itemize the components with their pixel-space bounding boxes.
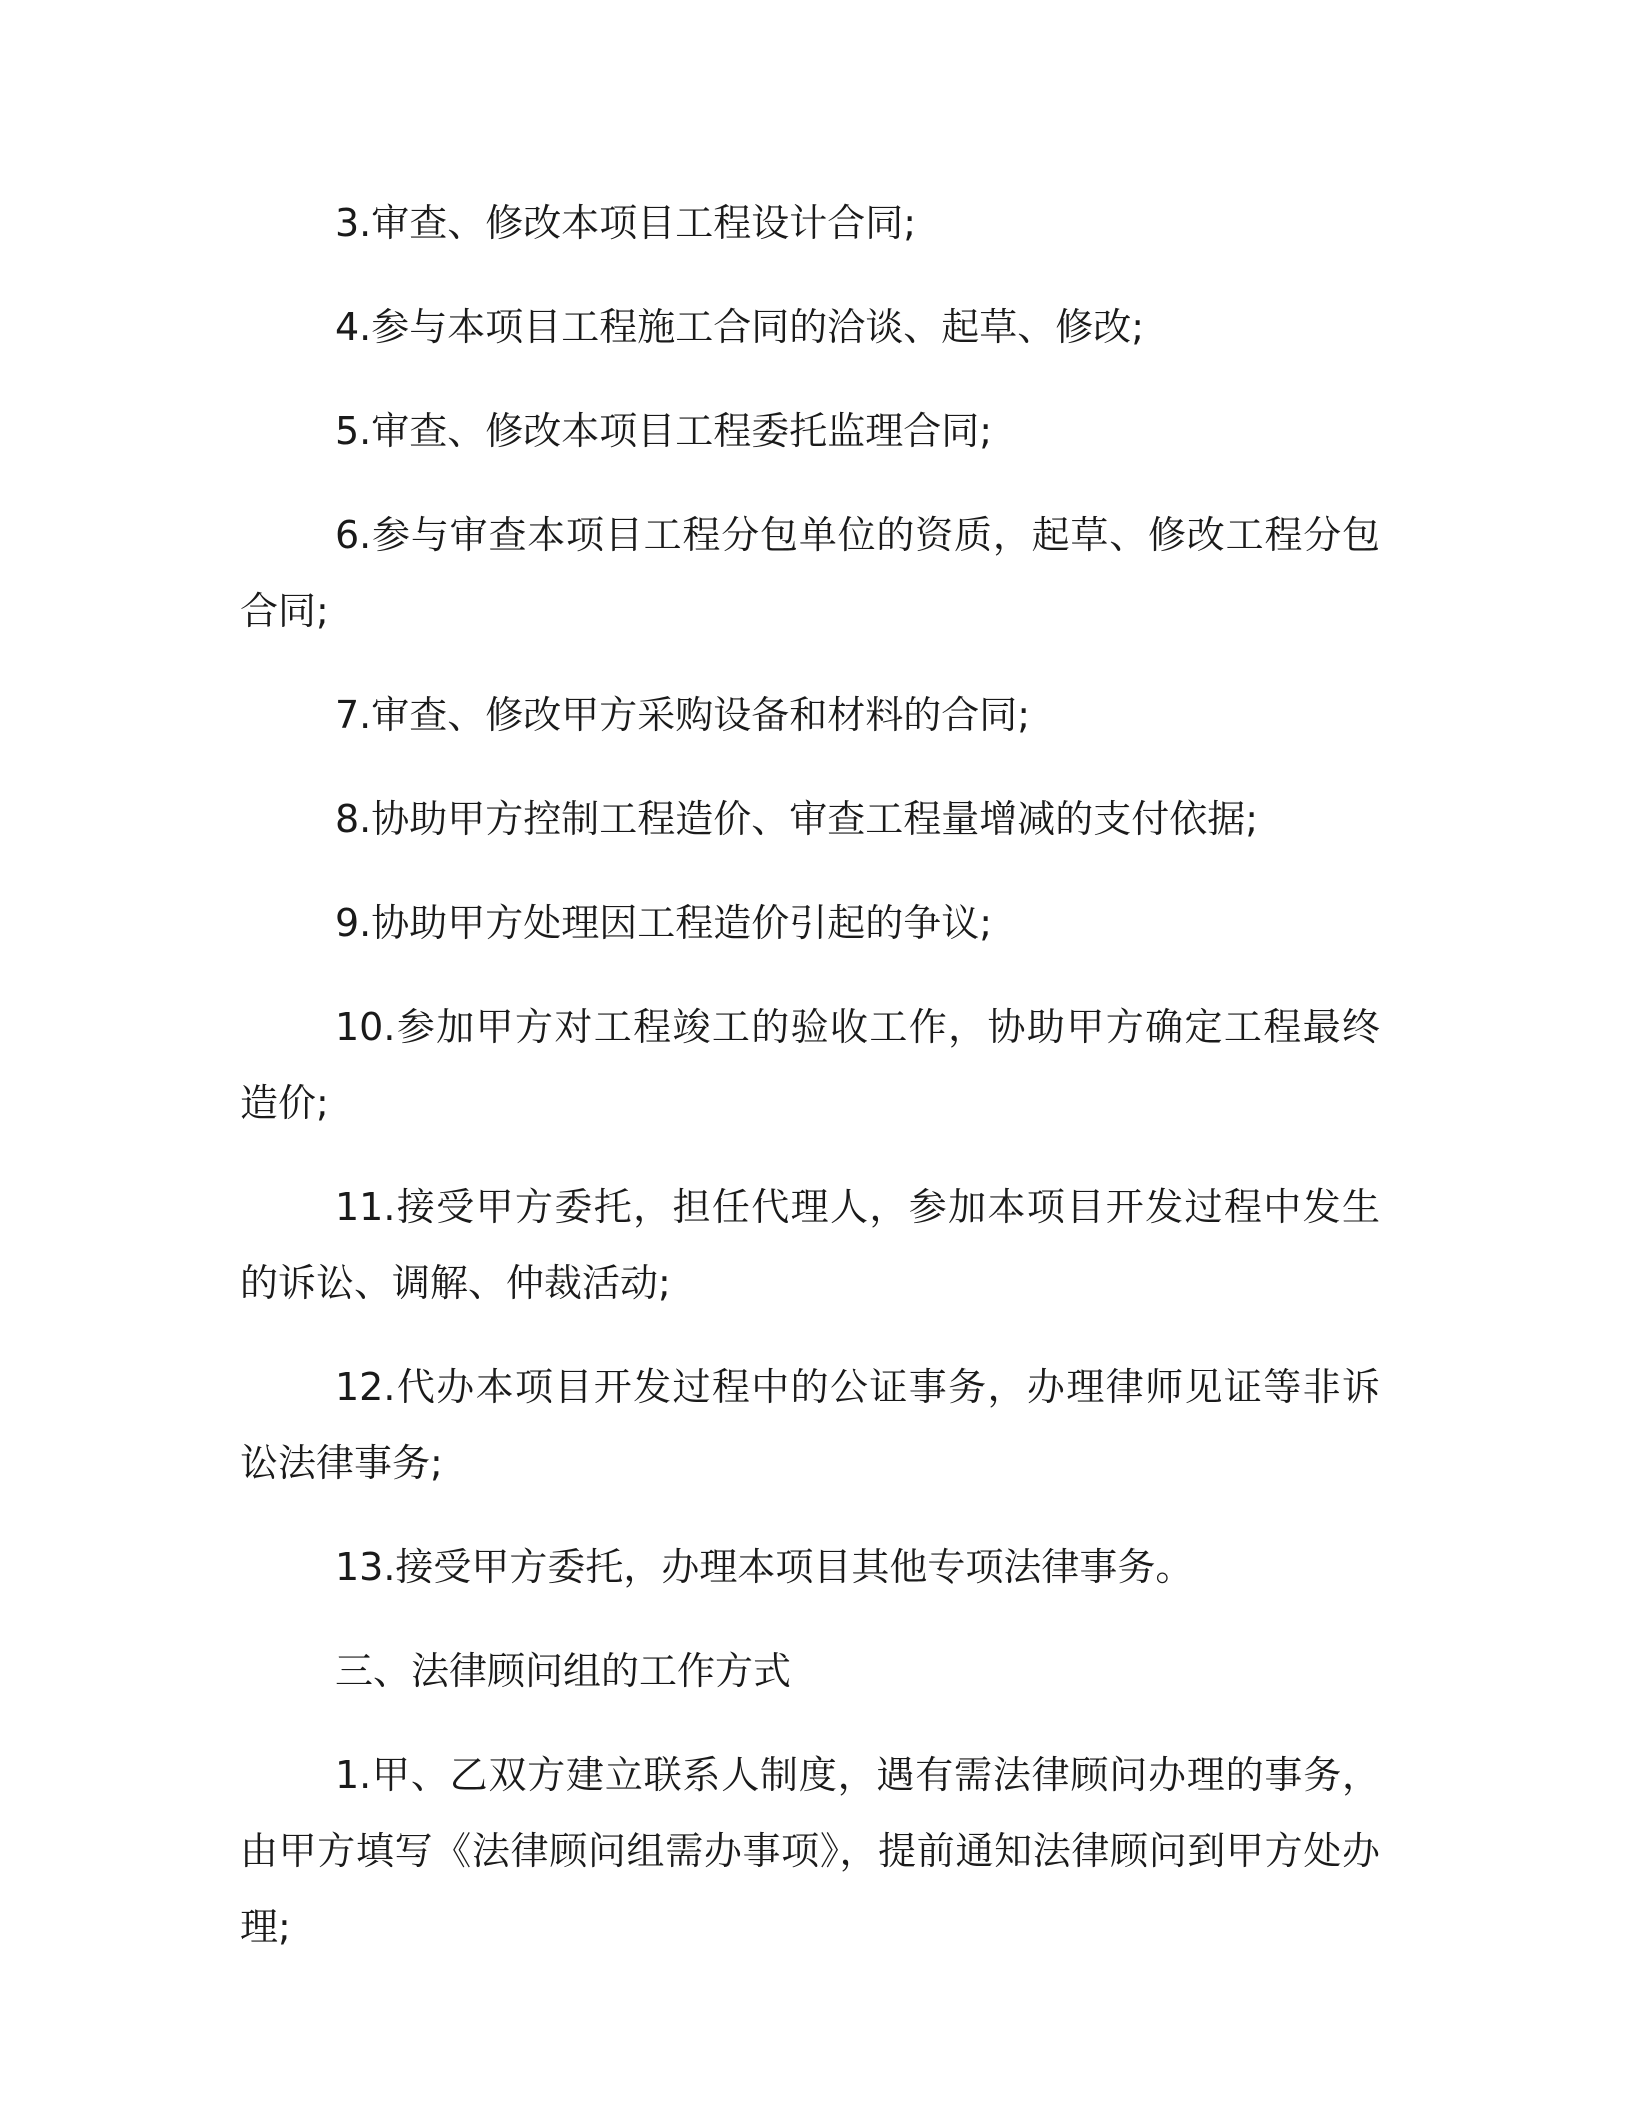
clause-3: 3.审查、修改本项目工程设计合同;	[335, 201, 917, 245]
clause-12: 12.代办本项目开发过程中的公证事务，办理律师见证等非诉讼法律事务;	[240, 1365, 1380, 1485]
section-heading: 三、法律顾问组的工作方式	[335, 1649, 792, 1693]
clause-11: 11.接受甲方委托，担任代理人，参加本项目开发过程中发生的诉讼、调解、仲裁活动;	[240, 1185, 1380, 1305]
clause-8: 8.协助甲方控制工程造价、审查工程量增减的支付依据;	[335, 797, 1259, 841]
clause-7: 7.审查、修改甲方采购设备和材料的合同;	[335, 693, 1031, 737]
document-body	[240, 185, 1380, 1993]
clause-4: 4.参与本项目工程施工合同的洽谈、起草、修改;	[335, 305, 1145, 349]
clause-9: 9.协助甲方处理因工程造价引起的争议;	[335, 901, 993, 945]
clause-6: 6.参与审查本项目工程分包单位的资质，起草、修改工程分包合同;	[240, 513, 1380, 633]
clause-10: 10.参加甲方对工程竣工的验收工作，协助甲方确定工程最终造价;	[240, 1005, 1380, 1125]
clause-13: 13.接受甲方委托，办理本项目其他专项法律事务。	[335, 1545, 1194, 1589]
clause-5: 5.审查、修改本项目工程委托监理合同;	[335, 409, 993, 453]
work-method-1: 1.甲、乙双方建立联系人制度，遇有需法律顾问办理的事务，由甲方填写《法律顾问组需办事项》，提前通知法律顾问到甲方处办理;	[240, 1753, 1380, 1949]
